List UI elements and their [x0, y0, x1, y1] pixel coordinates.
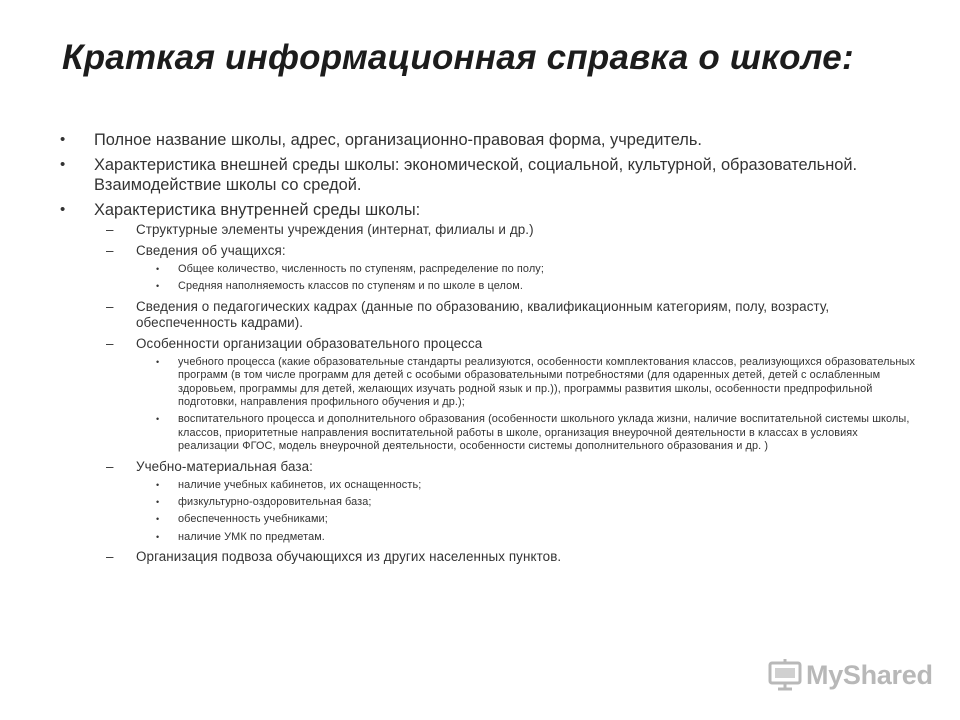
- base-item: [60, 513, 920, 526]
- dash-marker: –: [106, 458, 114, 474]
- process-item: [60, 413, 920, 453]
- bullet-marker: •: [156, 356, 160, 367]
- students-list: [60, 263, 920, 294]
- students-item: [60, 280, 920, 293]
- base-item-text: физкультурно-оздоровительная база;: [178, 496, 372, 509]
- sublist-item-text: Сведения о педагогических кадрах (данные по образованию, квалификационным категориям, полу, возрасту, обеспеченность кадрами).: [136, 298, 830, 330]
- bullet-marker: •: [60, 156, 66, 173]
- list-item-text: Характеристика внутренней среды школы:: [94, 201, 421, 219]
- bullet-marker: •: [156, 479, 160, 490]
- sublist-item-text: Особенности организации образовательного процесса: [136, 335, 483, 351]
- bullet-marker: •: [156, 531, 160, 542]
- sublist-item-text: Учебно-материальная база:: [136, 458, 313, 474]
- process-list: [60, 356, 920, 454]
- bullet-marker: •: [60, 201, 66, 218]
- bullet-marker: •: [156, 281, 160, 292]
- process-item-text: воспитательного процесса и дополнительного образования (особенности школьного уклада жизни, наличие воспитательной системы школы, классов, приоритетные направления воспитательной работы в школе, организация внеурочной деятельности в классах в условиях реализации ФГОС, модель внеурочной деятельности, особенности системы дополнительного образования и др. ): [178, 413, 910, 453]
- sublist-item-text: Организация подвоза обучающихся из других населенных пунктов.: [136, 549, 562, 565]
- watermark-logo: [768, 655, 933, 695]
- sublist-item: [60, 222, 920, 238]
- dash-marker: –: [106, 222, 114, 237]
- bullet-marker: •: [156, 514, 160, 525]
- list-item-text: Характеристика внешней среды школы: экономической, социальной, культурной, образовательной. Взаимодействие школы со средой.: [94, 156, 858, 194]
- sublist: [60, 222, 920, 565]
- bullet-marker: •: [60, 131, 66, 148]
- students-item: [60, 263, 920, 276]
- list-item: [60, 155, 920, 195]
- dash-marker: –: [106, 335, 114, 351]
- sublist-item: [60, 459, 920, 545]
- list-item: [60, 200, 920, 565]
- students-item-text: Средняя наполняемость классов по ступеням и по школе в целом.: [178, 280, 523, 293]
- sublist-item: [60, 243, 920, 294]
- list-item-text: Полное название школы, адрес, организационно-правовая форма, учредитель.: [94, 131, 702, 149]
- base-item: [60, 531, 920, 544]
- dash-marker: –: [106, 549, 114, 565]
- sublist-item: [60, 549, 920, 565]
- base-item: [60, 479, 920, 492]
- sublist-item-text: Сведения об учащихся:: [136, 243, 286, 258]
- sublist-item: [60, 336, 920, 454]
- presentation-screen-icon: [768, 658, 802, 692]
- base-item-text: наличие УМК по предметам.: [178, 530, 325, 543]
- sublist-item: [60, 299, 920, 331]
- base-item-text: наличие учебных кабинетов, их оснащенность;: [178, 478, 422, 491]
- base-item: [60, 496, 920, 509]
- students-item-text: Общее количество, численность по ступеням, распределение по полу;: [178, 263, 544, 275]
- sublist-item-text: Структурные элементы учреждения (интернат, филиалы и др.): [136, 222, 534, 237]
- process-item: [60, 356, 920, 410]
- dash-marker: –: [106, 243, 114, 258]
- dash-marker: –: [106, 298, 114, 314]
- bullet-marker: •: [156, 497, 160, 508]
- process-item-text: учебного процесса (какие образовательные стандарты реализуются, особенности комплектования классов, реализующихся образовательных программ (в том числе программ для детей с особыми образовательными потребностями (для одаренных детей, детей с ослабленным здоровьем, программы для детей, желающих изучать родной язык и пр.)), программы развития школы, особенности предпрофильной подготовки, направления профильного обучения и др.);: [178, 355, 916, 409]
- bullet-marker: •: [156, 264, 160, 274]
- watermark-text: MyShared: [806, 659, 933, 690]
- slide-body: [60, 130, 920, 570]
- list-item: [60, 130, 920, 150]
- base-item-text: обеспеченность учебниками;: [178, 513, 328, 526]
- slide-title: Краткая информационная справка о школе:: [62, 38, 854, 77]
- base-list: [60, 479, 920, 545]
- bullet-marker: •: [156, 414, 160, 425]
